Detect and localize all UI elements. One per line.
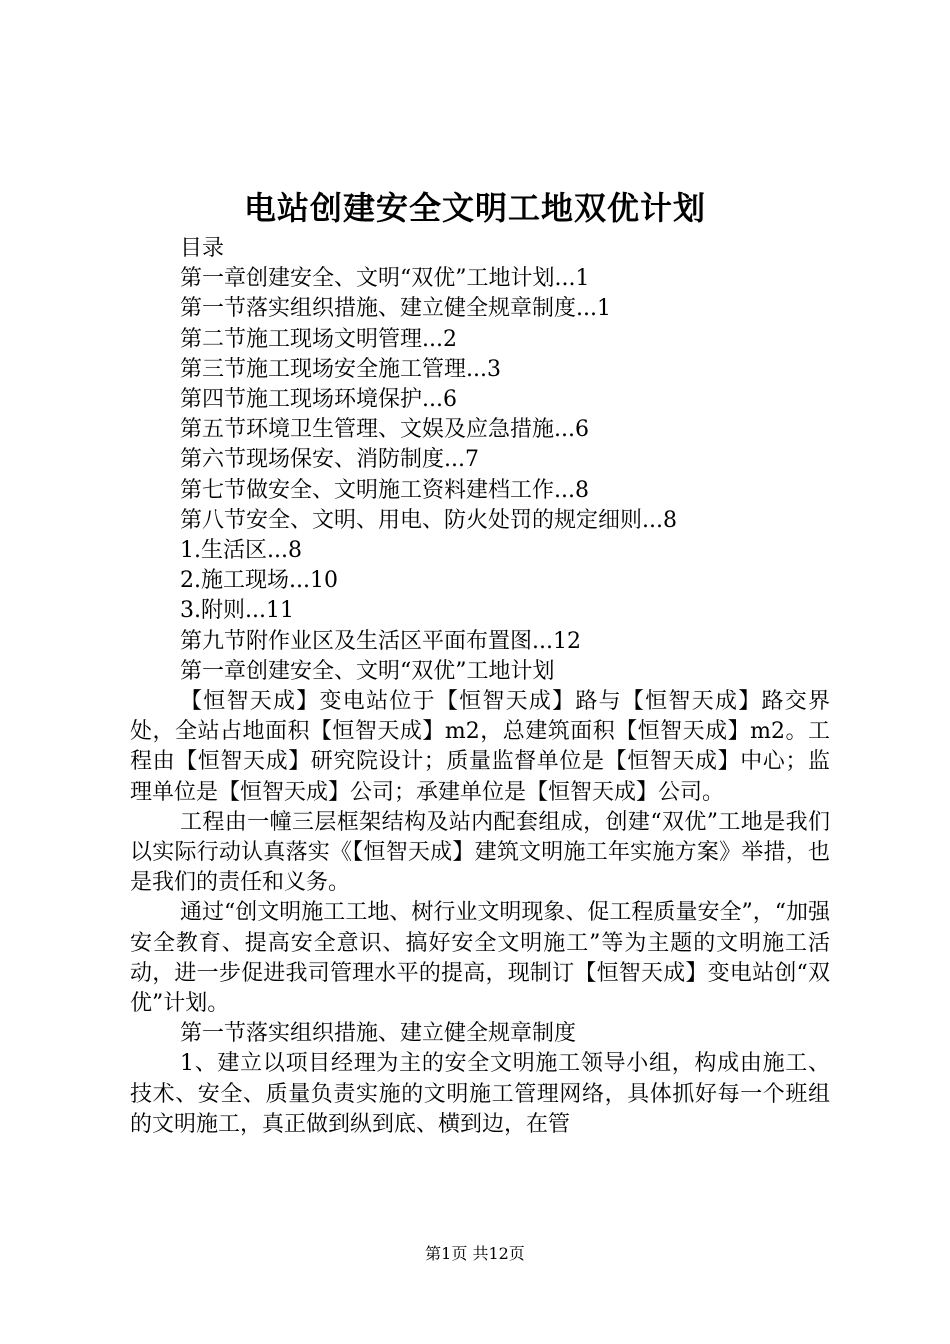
toc-heading: 目录 <box>180 236 225 261</box>
body-paragraph: 通过“创文明施工工地、树行业文明现象、促工程质量安全”，“加强安全教育、提高安全意识、搞好安全文明施工”等为主题的文明施工活动，进一步促进我司管理水平的提高，现制订【恒智天成】变电站创“双优”计划。 <box>130 900 830 1017</box>
toc-item: 第六节现场保安、消防制度...7 <box>180 447 479 473</box>
chapter-heading: 第一章创建安全、文明“双优”工地计划 <box>180 658 555 684</box>
body-paragraph: 1、建立以项目经理为主的安全文明施工领导小组，构成由施工、技术、安全、质量负责实施的文明施工管理网络，具体抓好每一个班组的文明施工，真正做到纵到底、横到边，在管 <box>130 1051 830 1137</box>
toc-item: 1.生活区...8 <box>180 538 302 564</box>
toc-item: 3.附则...11 <box>180 598 294 624</box>
toc-item: 第一章创建安全、文明“双优”工地计划...1 <box>180 266 590 292</box>
toc-item: 第三节施工现场安全施工管理...3 <box>180 356 501 382</box>
toc-item: 第四节施工现场环境保护...6 <box>180 387 457 413</box>
body-paragraph: 【恒智天成】变电站位于【恒智天成】路与【恒智天成】路交界处，全站占地面积【恒智天成】m2，总建筑面积【恒智天成】m2。工程由【恒智天成】研究院设计；质量监督单位是【恒智天成】中心；监理单位是【恒智天成】公司；承建单位是【恒智天成】公司。 <box>130 689 830 805</box>
toc-item: 第五节环境卫生管理、文娱及应急措施...6 <box>180 417 589 443</box>
page-number-footer: 第1页 共12页 <box>425 1244 525 1263</box>
table-of-contents <box>130 264 830 657</box>
toc-item: 第九节附作业区及生活区平面布置图...12 <box>180 628 581 654</box>
document-title: 电站创建安全文明工地双优计划 <box>243 189 706 227</box>
section-heading: 第一节落实组织措施、建立健全规章制度 <box>180 1021 577 1047</box>
document-body <box>130 234 830 1140</box>
toc-item: 第七节做安全、文明施工资料建档工作...8 <box>180 477 589 503</box>
toc-item: 第二节施工现场文明管理...2 <box>180 326 457 352</box>
toc-item: 第八节安全、文明、用电、防火处罚的规定细则...8 <box>180 507 677 533</box>
toc-item: 2.施工现场...10 <box>180 568 338 594</box>
toc-item: 第一节落实组织措施、建立健全规章制度...1 <box>180 296 611 322</box>
body-paragraph: 工程由一幢三层框架结构及站内配套组成，创建“双优”工地是我们以实际行动认真落实《【恒智天成】建筑文明施工年实施方案》举措，也是我们的责任和义务。 <box>130 809 830 896</box>
